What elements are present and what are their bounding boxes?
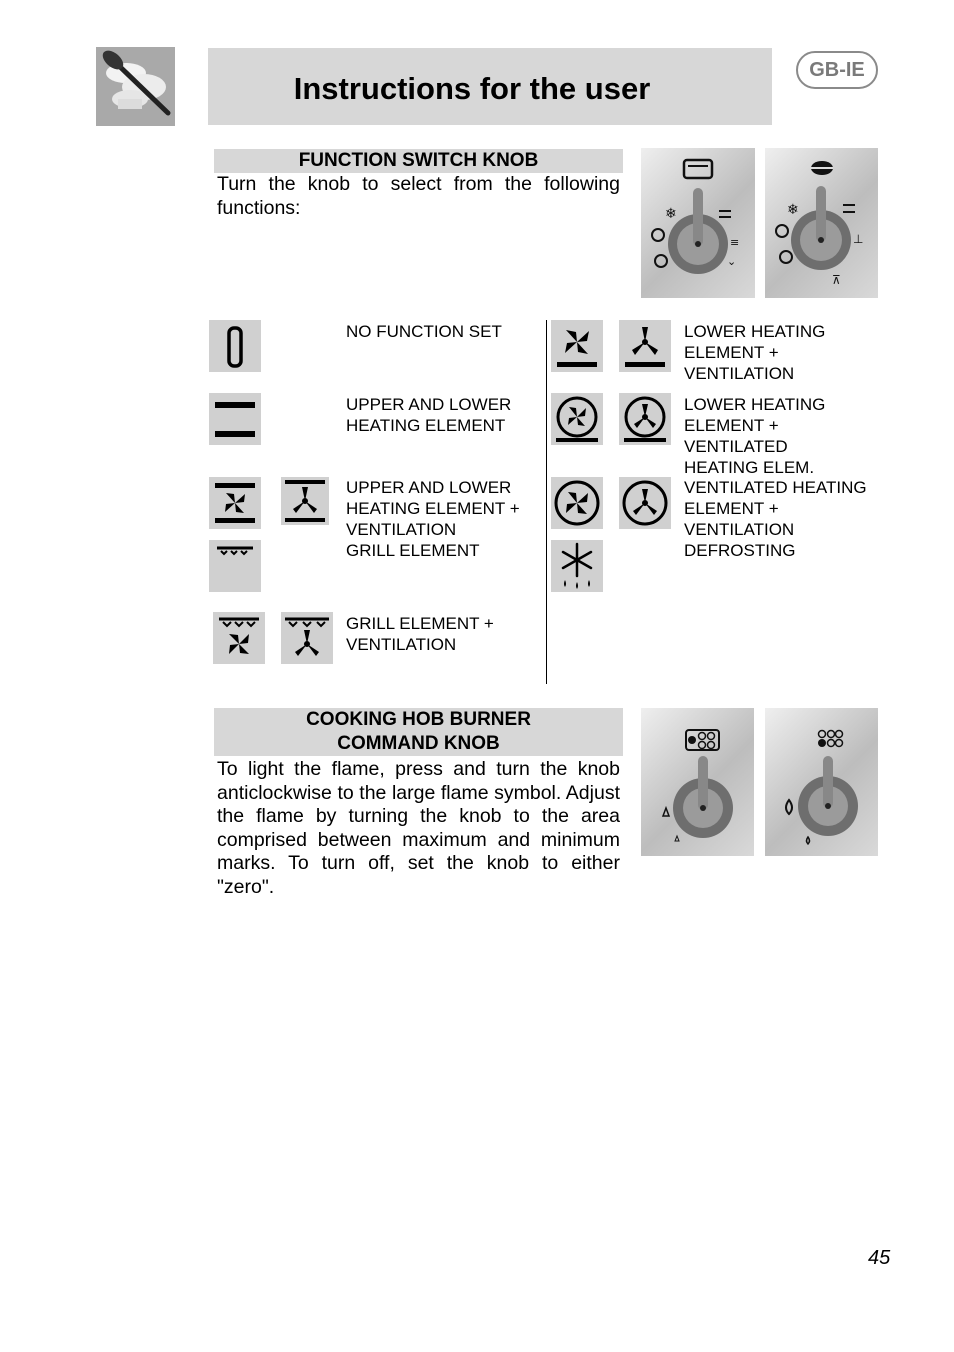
function-knob-photo-2 [765,148,878,298]
svg-text:⊥: ⊥ [853,232,864,246]
grill-fan-alt-icon [281,612,333,664]
svg-text:❄: ❄ [787,202,799,218]
label-no-function: NO FUNCTION SET [346,322,502,341]
lower-ventilated-heating-icon [551,393,603,445]
hob-knob-heading-line2: COMMAND KNOB [337,733,500,754]
function-knob-photo-1 [641,148,755,298]
hob-knob-heading-line1: COOKING HOB BURNER [306,709,531,730]
hob-knob-heading [214,708,623,756]
label-upper-lower-heating: UPPER AND LOWER HEATING ELEMENT [346,395,512,435]
function-knob-heading: FUNCTION SWITCH KNOB [214,149,623,173]
label-lower-heating-fan: LOWER HEATING ELEMENT + VENTILATION [684,322,826,383]
grill-fan-icon [213,612,265,664]
upper-lower-heating-icon [209,393,261,445]
label-grill-fan: GRILL ELEMENT + VENTILATION [346,614,494,654]
svg-text:⊼: ⊼ [832,273,841,287]
hob-knob-body: To light the flame, press and turn the knob anticlockwise to the large flame symbol. Adjust the flame by turning the knob to the area comprised between maximum and minimum marks. To turn off, set the knob to either "zero". [217,758,620,898]
page-title: Instructions for the user [293,70,651,106]
svg-text:❄: ❄ [665,206,677,222]
page-title-bar [208,48,772,125]
page-number: 45 [868,1247,891,1269]
lower-heating-fan-alt-icon [619,320,671,372]
oven-knob-icon [641,708,754,856]
oven-knob-icon [765,148,878,298]
upper-lower-heating-fan-alt-icon [281,477,329,525]
label-defrosting: DEFROSTING [684,541,796,560]
spoon-chef-hat-icon [96,47,175,126]
hob-knob-photo-1 [641,708,754,856]
lower-ventilated-heating-alt-icon [619,393,671,445]
lower-heating-fan-icon [551,320,603,372]
region-badge: GB-IE [796,51,878,89]
svg-text:⌄: ⌄ [727,255,737,268]
hob-knob-photo-2 [765,708,878,856]
label-upper-lower-heating-fan: UPPER AND LOWER HEATING ELEMENT + VENTILATION [346,478,520,539]
grill-element-icon [209,540,261,592]
oven-knob-icon [641,148,755,298]
function-knob-intro: Turn the knob to select from the following functions: [217,173,620,219]
chef-logo [96,47,175,126]
ventilated-heating-fan-alt-icon [619,477,671,529]
label-ventilated-heating-fan: VENTILATED HEATING ELEMENT + VENTILATION [684,478,867,539]
legend-divider [546,320,547,684]
no-function-icon [209,320,261,372]
defrosting-icon [551,540,603,592]
label-lower-ventilated-heating: LOWER HEATING ELEMENT + VENTILATED HEATING ELEM. [684,395,826,477]
label-grill: GRILL ELEMENT [346,541,480,560]
svg-text:≡: ≡ [730,236,740,249]
upper-lower-heating-fan-icon [209,477,261,529]
ventilated-heating-fan-icon [551,477,603,529]
oven-knob-icon [765,708,878,856]
